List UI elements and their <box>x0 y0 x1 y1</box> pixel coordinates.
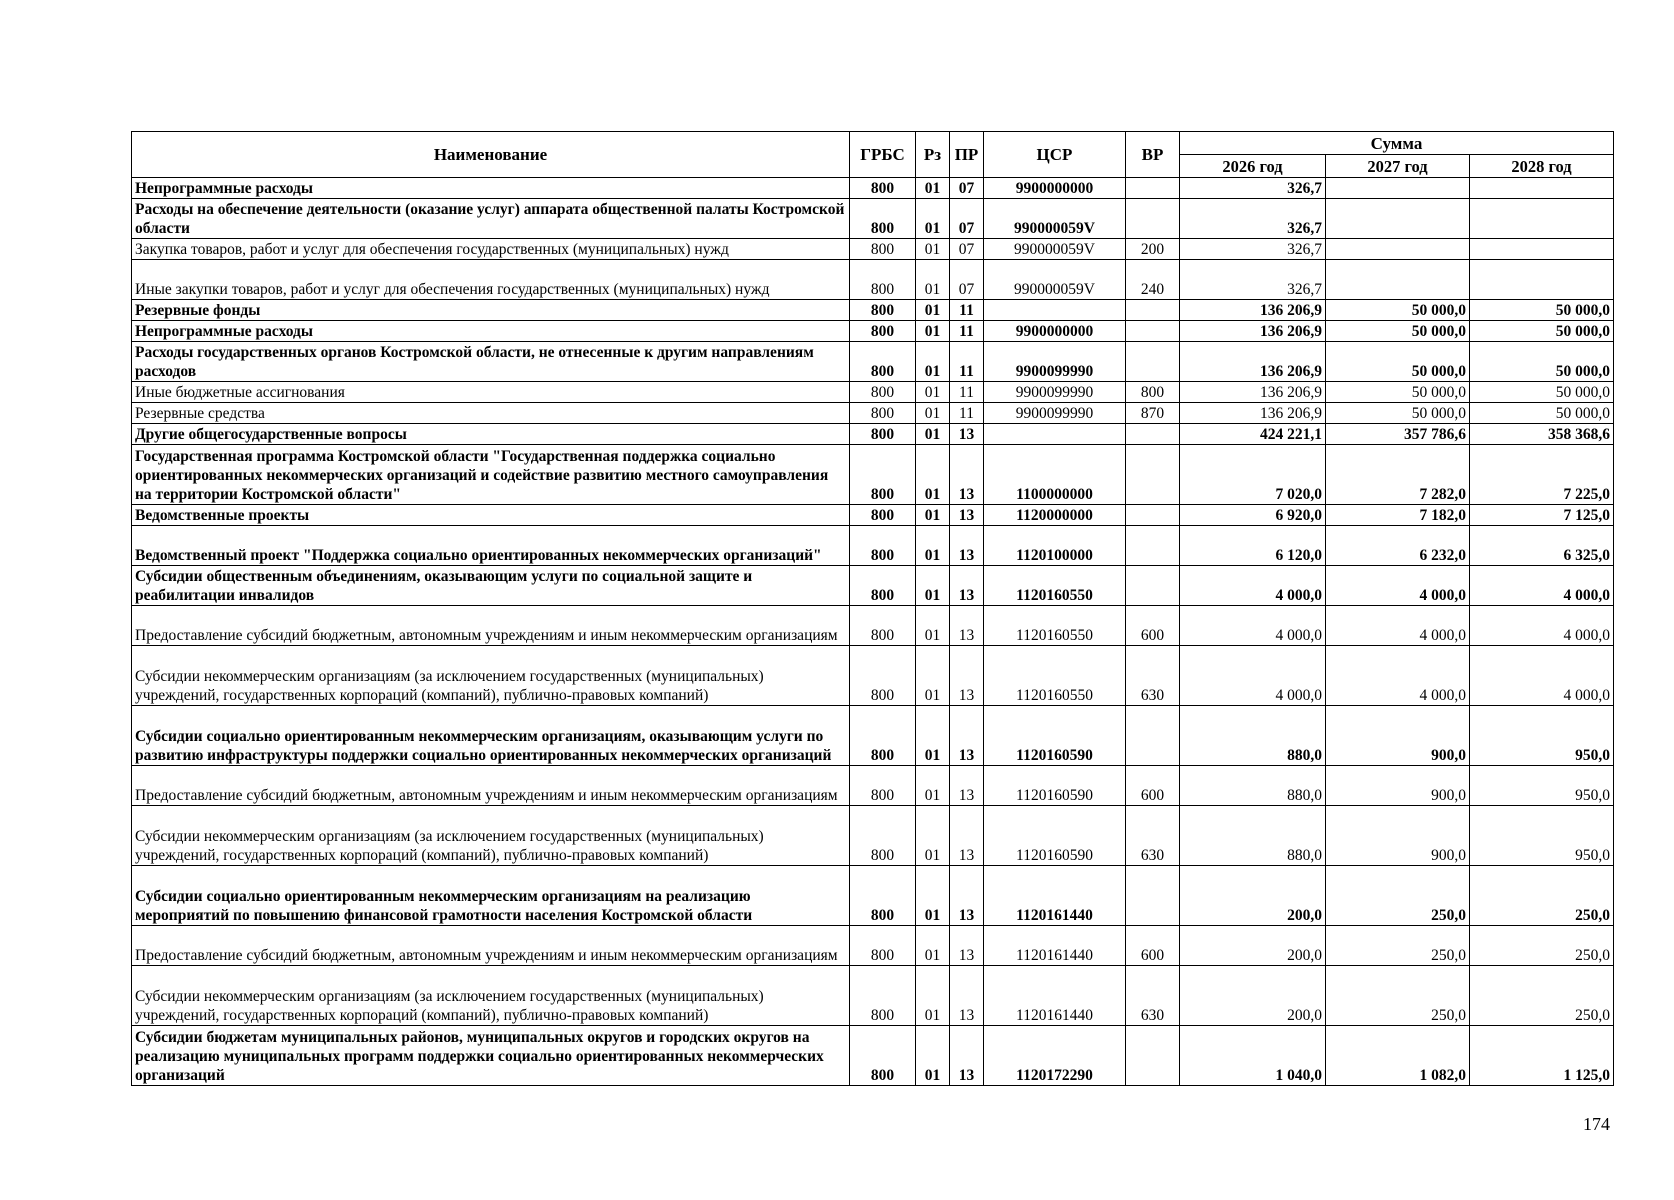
cell-2028: 250,0 <box>1470 866 1614 926</box>
cell-2027: 250,0 <box>1326 966 1470 1026</box>
cell-rz: 01 <box>916 606 950 646</box>
cell-csr: 1120000000 <box>984 505 1126 526</box>
cell-vr <box>1126 424 1180 445</box>
header-sum: Сумма <box>1180 132 1614 155</box>
cell-2027: 4 000,0 <box>1326 646 1470 706</box>
cell-2028: 950,0 <box>1470 766 1614 806</box>
table-header <box>132 132 1614 178</box>
cell-name: Субсидии некоммерческим организациям (за исключением государственных (муниципальных) учреждений, государственных корпораций (компаний), публично-правовых компаний) <box>132 646 850 706</box>
cell-2027: 250,0 <box>1326 866 1470 926</box>
cell-pr: 11 <box>950 403 984 424</box>
cell-name: Предоставление субсидий бюджетным, автономным учреждениям и иным некоммерческим организациям <box>132 926 850 966</box>
cell-rz: 01 <box>916 505 950 526</box>
cell-2028: 1 125,0 <box>1470 1026 1614 1086</box>
cell-2026: 200,0 <box>1180 926 1326 966</box>
cell-name: Субсидии бюджетам муниципальных районов, муниципальных округов и городских округов на реализацию муниципальных программ поддержки социально ориентированных некоммерческих организаций <box>132 1026 850 1086</box>
cell-grbs: 800 <box>850 646 916 706</box>
cell-vr: 200 <box>1126 239 1180 260</box>
cell-grbs: 800 <box>850 1026 916 1086</box>
cell-2027 <box>1326 199 1470 239</box>
cell-pr: 13 <box>950 505 984 526</box>
table-row <box>132 566 1614 606</box>
cell-2026: 6 920,0 <box>1180 505 1326 526</box>
cell-name: Непрограммные расходы <box>132 321 850 342</box>
cell-2027: 7 182,0 <box>1326 505 1470 526</box>
cell-2028: 50 000,0 <box>1470 321 1614 342</box>
cell-2028: 50 000,0 <box>1470 382 1614 403</box>
cell-2028 <box>1470 199 1614 239</box>
table-row <box>132 505 1614 526</box>
table-row <box>132 706 1614 766</box>
cell-2026: 1 040,0 <box>1180 1026 1326 1086</box>
cell-rz: 01 <box>916 321 950 342</box>
header-csr: ЦСР <box>984 132 1126 178</box>
cell-vr <box>1126 866 1180 926</box>
cell-grbs: 800 <box>850 300 916 321</box>
cell-name: Непрограммные расходы <box>132 178 850 199</box>
cell-rz: 01 <box>916 239 950 260</box>
cell-name: Ведомственные проекты <box>132 505 850 526</box>
cell-grbs: 800 <box>850 260 916 300</box>
cell-csr: 9900099990 <box>984 382 1126 403</box>
cell-csr: 1120160590 <box>984 706 1126 766</box>
cell-grbs: 800 <box>850 706 916 766</box>
cell-2027 <box>1326 239 1470 260</box>
cell-2026: 424 221,1 <box>1180 424 1326 445</box>
cell-2028 <box>1470 260 1614 300</box>
cell-pr: 13 <box>950 1026 984 1086</box>
cell-vr: 600 <box>1126 606 1180 646</box>
cell-grbs: 800 <box>850 321 916 342</box>
cell-pr: 07 <box>950 239 984 260</box>
cell-grbs: 800 <box>850 403 916 424</box>
cell-grbs: 800 <box>850 966 916 1026</box>
cell-vr <box>1126 300 1180 321</box>
cell-rz: 01 <box>916 526 950 566</box>
cell-csr: 1120172290 <box>984 1026 1126 1086</box>
cell-2028: 950,0 <box>1470 706 1614 766</box>
cell-rz: 01 <box>916 445 950 505</box>
cell-2026: 136 206,9 <box>1180 403 1326 424</box>
table-row <box>132 926 1614 966</box>
cell-name: Другие общегосударственные вопросы <box>132 424 850 445</box>
cell-2028: 50 000,0 <box>1470 403 1614 424</box>
cell-pr: 13 <box>950 766 984 806</box>
table-row <box>132 321 1614 342</box>
cell-csr: 1120160550 <box>984 566 1126 606</box>
cell-name: Предоставление субсидий бюджетным, автономным учреждениям и иным некоммерческим организациям <box>132 606 850 646</box>
cell-grbs: 800 <box>850 606 916 646</box>
cell-vr: 600 <box>1126 766 1180 806</box>
cell-2027: 1 082,0 <box>1326 1026 1470 1086</box>
cell-grbs: 800 <box>850 199 916 239</box>
cell-rz: 01 <box>916 866 950 926</box>
table-row <box>132 178 1614 199</box>
cell-grbs: 800 <box>850 239 916 260</box>
cell-csr: 1120100000 <box>984 526 1126 566</box>
cell-pr: 11 <box>950 300 984 321</box>
cell-rz: 01 <box>916 766 950 806</box>
cell-name: Предоставление субсидий бюджетным, автономным учреждениям и иным некоммерческим организациям <box>132 766 850 806</box>
cell-2027: 50 000,0 <box>1326 342 1470 382</box>
table-row <box>132 766 1614 806</box>
cell-vr <box>1126 566 1180 606</box>
cell-csr: 1120160590 <box>984 766 1126 806</box>
cell-name: Субсидии общественным объединениям, оказывающим услуги по социальной защите и реабилитации инвалидов <box>132 566 850 606</box>
cell-2027: 7 282,0 <box>1326 445 1470 505</box>
cell-2026: 200,0 <box>1180 966 1326 1026</box>
cell-name: Иные закупки товаров, работ и услуг для обеспечения государственных (муниципальных) нужд <box>132 260 850 300</box>
cell-2026: 200,0 <box>1180 866 1326 926</box>
cell-2026: 4 000,0 <box>1180 646 1326 706</box>
cell-csr: 990000059V <box>984 239 1126 260</box>
cell-pr: 13 <box>950 606 984 646</box>
table-row <box>132 382 1614 403</box>
cell-2028: 4 000,0 <box>1470 646 1614 706</box>
cell-name: Резервные фонды <box>132 300 850 321</box>
cell-2028: 358 368,6 <box>1470 424 1614 445</box>
cell-2026: 326,7 <box>1180 239 1326 260</box>
table-row <box>132 239 1614 260</box>
cell-csr <box>984 300 1126 321</box>
cell-pr: 13 <box>950 566 984 606</box>
cell-vr <box>1126 526 1180 566</box>
cell-name: Расходы государственных органов Костромской области, не отнесенные к другим направлениям расходов <box>132 342 850 382</box>
cell-grbs: 800 <box>850 382 916 403</box>
cell-grbs: 800 <box>850 766 916 806</box>
cell-2026: 4 000,0 <box>1180 606 1326 646</box>
cell-csr: 990000059V <box>984 260 1126 300</box>
cell-rz: 01 <box>916 300 950 321</box>
cell-rz: 01 <box>916 646 950 706</box>
cell-2026: 326,7 <box>1180 178 1326 199</box>
cell-vr <box>1126 505 1180 526</box>
cell-pr: 11 <box>950 342 984 382</box>
cell-csr: 1120160590 <box>984 806 1126 866</box>
cell-2028: 7 225,0 <box>1470 445 1614 505</box>
cell-pr: 11 <box>950 382 984 403</box>
table-row <box>132 424 1614 445</box>
cell-2027: 50 000,0 <box>1326 403 1470 424</box>
cell-csr: 1120161440 <box>984 866 1126 926</box>
cell-grbs: 800 <box>850 526 916 566</box>
cell-grbs: 800 <box>850 505 916 526</box>
header-year-2027: 2027 год <box>1326 155 1470 178</box>
cell-name: Субсидии социально ориентированным некоммерческим организациям на реализацию мероприятий по повышению финансовой грамотности населения Костромской области <box>132 866 850 926</box>
table-row <box>132 966 1614 1026</box>
cell-rz: 01 <box>916 260 950 300</box>
cell-2028: 250,0 <box>1470 926 1614 966</box>
cell-2026: 136 206,9 <box>1180 382 1326 403</box>
cell-vr <box>1126 199 1180 239</box>
cell-csr: 9900000000 <box>984 321 1126 342</box>
cell-vr: 870 <box>1126 403 1180 424</box>
cell-2028: 250,0 <box>1470 966 1614 1026</box>
cell-vr <box>1126 445 1180 505</box>
table-row <box>132 445 1614 505</box>
cell-pr: 13 <box>950 926 984 966</box>
cell-pr: 13 <box>950 706 984 766</box>
cell-vr: 800 <box>1126 382 1180 403</box>
cell-2028: 7 125,0 <box>1470 505 1614 526</box>
cell-2027: 50 000,0 <box>1326 321 1470 342</box>
cell-csr: 990000059V <box>984 199 1126 239</box>
cell-2027: 4 000,0 <box>1326 566 1470 606</box>
cell-2028: 50 000,0 <box>1470 300 1614 321</box>
cell-vr <box>1126 1026 1180 1086</box>
cell-rz: 01 <box>916 566 950 606</box>
header-vr: ВР <box>1126 132 1180 178</box>
cell-rz: 01 <box>916 706 950 766</box>
cell-vr: 240 <box>1126 260 1180 300</box>
table-row <box>132 526 1614 566</box>
cell-grbs: 800 <box>850 424 916 445</box>
table-row <box>132 646 1614 706</box>
table-row <box>132 199 1614 239</box>
table-body <box>132 178 1614 1086</box>
table-row <box>132 260 1614 300</box>
cell-rz: 01 <box>916 806 950 866</box>
header-pr: ПР <box>950 132 984 178</box>
cell-name: Закупка товаров, работ и услуг для обеспечения государственных (муниципальных) нужд <box>132 239 850 260</box>
header-year-2026: 2026 год <box>1180 155 1326 178</box>
cell-csr: 1120160550 <box>984 646 1126 706</box>
cell-2026: 136 206,9 <box>1180 321 1326 342</box>
cell-csr: 1120161440 <box>984 926 1126 966</box>
cell-2028 <box>1470 178 1614 199</box>
cell-name: Субсидии социально ориентированным некоммерческим организациям, оказывающим услуги по развитию инфраструктуры поддержки социально ориентированных некоммерческих организаций <box>132 706 850 766</box>
cell-grbs: 800 <box>850 926 916 966</box>
cell-vr: 630 <box>1126 966 1180 1026</box>
cell-name: Субсидии некоммерческим организациям (за исключением государственных (муниципальных) учреждений, государственных корпораций (компаний), публично-правовых компаний) <box>132 966 850 1026</box>
cell-rz: 01 <box>916 403 950 424</box>
cell-name: Субсидии некоммерческим организациям (за исключением государственных (муниципальных) учреждений, государственных корпораций (компаний), публично-правовых компаний) <box>132 806 850 866</box>
cell-rz: 01 <box>916 178 950 199</box>
cell-rz: 01 <box>916 382 950 403</box>
cell-2026: 136 206,9 <box>1180 300 1326 321</box>
cell-rz: 01 <box>916 199 950 239</box>
cell-pr: 13 <box>950 445 984 505</box>
cell-pr: 11 <box>950 321 984 342</box>
cell-2028: 4 000,0 <box>1470 566 1614 606</box>
cell-name: Расходы на обеспечение деятельности (оказание услуг) аппарата общественной палаты Костромской области <box>132 199 850 239</box>
table-row <box>132 866 1614 926</box>
cell-2027 <box>1326 260 1470 300</box>
cell-2027: 50 000,0 <box>1326 300 1470 321</box>
header-grbs: ГРБС <box>850 132 916 178</box>
cell-2026: 326,7 <box>1180 260 1326 300</box>
table-row <box>132 342 1614 382</box>
cell-vr <box>1126 321 1180 342</box>
cell-csr: 9900000000 <box>984 178 1126 199</box>
cell-rz: 01 <box>916 926 950 966</box>
cell-2027: 900,0 <box>1326 766 1470 806</box>
cell-csr: 9900099990 <box>984 403 1126 424</box>
cell-rz: 01 <box>916 966 950 1026</box>
cell-2026: 880,0 <box>1180 706 1326 766</box>
cell-2027: 900,0 <box>1326 706 1470 766</box>
cell-2028: 4 000,0 <box>1470 606 1614 646</box>
cell-pr: 07 <box>950 199 984 239</box>
cell-rz: 01 <box>916 342 950 382</box>
cell-2026: 326,7 <box>1180 199 1326 239</box>
cell-csr: 9900099990 <box>984 342 1126 382</box>
cell-name: Государственная программа Костромской области "Государственная поддержка социально ориентированных некоммерческих организаций и содействие развитию местного самоуправления на территории Костромской области" <box>132 445 850 505</box>
cell-pr: 13 <box>950 526 984 566</box>
cell-2027: 4 000,0 <box>1326 606 1470 646</box>
budget-table <box>131 131 1614 1086</box>
cell-2027: 50 000,0 <box>1326 382 1470 403</box>
cell-vr <box>1126 178 1180 199</box>
cell-vr: 600 <box>1126 926 1180 966</box>
cell-vr <box>1126 342 1180 382</box>
cell-grbs: 800 <box>850 866 916 926</box>
cell-2026: 4 000,0 <box>1180 566 1326 606</box>
cell-vr: 630 <box>1126 806 1180 866</box>
table-row <box>132 300 1614 321</box>
cell-2027: 250,0 <box>1326 926 1470 966</box>
cell-csr: 1100000000 <box>984 445 1126 505</box>
cell-pr: 13 <box>950 806 984 866</box>
cell-name: Ведомственный проект "Поддержка социально ориентированных некоммерческих организаций" <box>132 526 850 566</box>
cell-rz: 01 <box>916 424 950 445</box>
header-name: Наименование <box>132 132 850 178</box>
cell-vr <box>1126 706 1180 766</box>
cell-grbs: 800 <box>850 566 916 606</box>
cell-2026: 6 120,0 <box>1180 526 1326 566</box>
cell-vr: 630 <box>1126 646 1180 706</box>
cell-rz: 01 <box>916 1026 950 1086</box>
cell-pr: 07 <box>950 260 984 300</box>
cell-2028 <box>1470 239 1614 260</box>
cell-2026: 880,0 <box>1180 806 1326 866</box>
cell-grbs: 800 <box>850 445 916 505</box>
cell-2027: 6 232,0 <box>1326 526 1470 566</box>
cell-name: Резервные средства <box>132 403 850 424</box>
cell-2026: 7 020,0 <box>1180 445 1326 505</box>
cell-2027 <box>1326 178 1470 199</box>
cell-2028: 6 325,0 <box>1470 526 1614 566</box>
cell-2027: 357 786,6 <box>1326 424 1470 445</box>
header-year-2028: 2028 год <box>1470 155 1614 178</box>
cell-pr: 13 <box>950 424 984 445</box>
cell-2028: 950,0 <box>1470 806 1614 866</box>
cell-name: Иные бюджетные ассигнования <box>132 382 850 403</box>
table-row <box>132 403 1614 424</box>
cell-grbs: 800 <box>850 806 916 866</box>
cell-2027: 900,0 <box>1326 806 1470 866</box>
cell-grbs: 800 <box>850 178 916 199</box>
cell-pr: 07 <box>950 178 984 199</box>
cell-csr: 1120160550 <box>984 606 1126 646</box>
cell-2026: 880,0 <box>1180 766 1326 806</box>
cell-pr: 13 <box>950 966 984 1026</box>
cell-pr: 13 <box>950 866 984 926</box>
cell-2026: 136 206,9 <box>1180 342 1326 382</box>
cell-csr: 1120161440 <box>984 966 1126 1026</box>
table-row <box>132 1026 1614 1086</box>
cell-csr <box>984 424 1126 445</box>
cell-pr: 13 <box>950 646 984 706</box>
cell-grbs: 800 <box>850 342 916 382</box>
table-row <box>132 806 1614 866</box>
header-rz: Рз <box>916 132 950 178</box>
table-row <box>132 606 1614 646</box>
cell-2028: 50 000,0 <box>1470 342 1614 382</box>
page-number: 174 <box>1583 1114 1610 1134</box>
